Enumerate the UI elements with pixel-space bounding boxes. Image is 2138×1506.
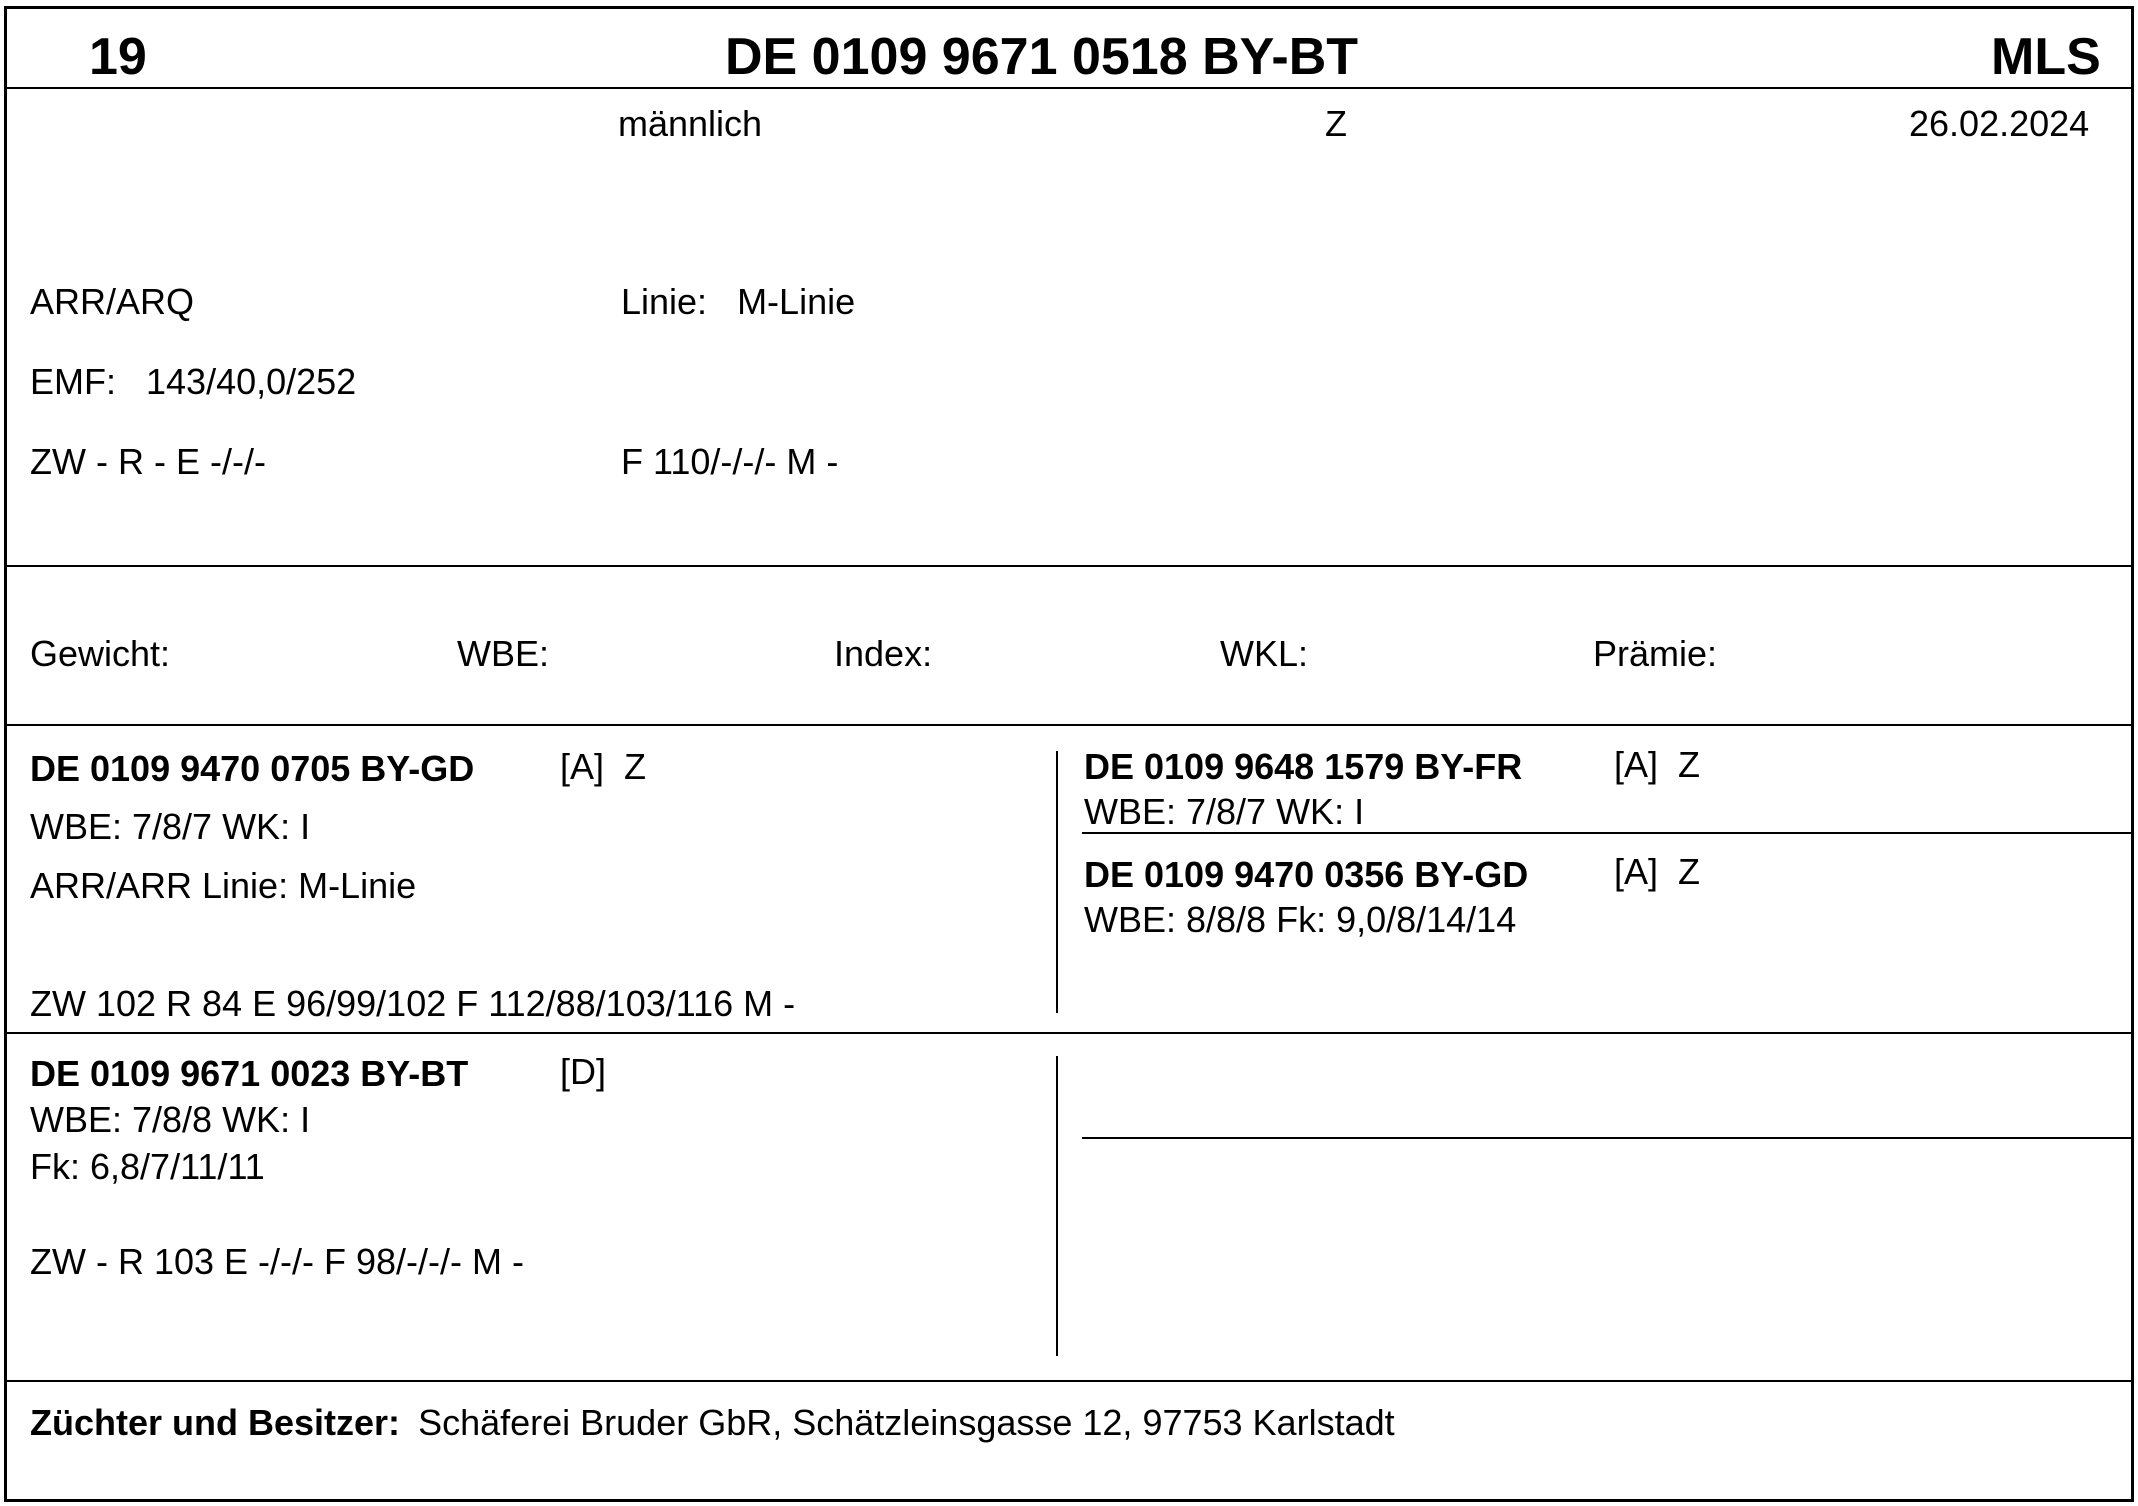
owner-row xyxy=(30,1402,1395,1443)
index-label: Index: xyxy=(834,633,933,674)
owner-label: Züchter und Besitzer: xyxy=(30,1402,401,1443)
breed-code: MLS xyxy=(1991,28,2101,86)
dam-fk: Fk: 6,8/7/11/11 xyxy=(30,1146,265,1187)
sire-tags: [A] Z xyxy=(560,746,647,787)
section-divider-1 xyxy=(7,565,2131,567)
line: Linie: M-Linie xyxy=(621,281,856,322)
dam-column-divider xyxy=(1056,1056,1058,1356)
section-divider-2 xyxy=(7,724,2131,726)
dam-breeding-values: ZW - R 103 E -/-/- F 98/-/-/- M - xyxy=(30,1241,524,1282)
gewicht-label: Gewicht: xyxy=(30,633,171,674)
praemie-label: Prämie: xyxy=(1593,633,1718,674)
catalog-number: 19 xyxy=(89,28,147,86)
wbe-label: WBE: xyxy=(457,633,550,674)
animal-id: DE 0109 9671 0518 BY-BT xyxy=(725,28,1359,86)
dam-wbe: WBE: 7/8/8 WK: I xyxy=(30,1099,311,1140)
dam-ancestors-divider xyxy=(1082,1137,2131,1139)
sire-sire-tags: [A] Z xyxy=(1614,744,1701,785)
breeding-values-zw: ZW - R - E -/-/- xyxy=(30,441,266,482)
genotype: ARR/ARQ xyxy=(30,281,195,322)
birth-date: 26.02.2024 xyxy=(1909,103,2090,144)
dam-tags: [D] xyxy=(560,1051,607,1092)
section-divider-4 xyxy=(7,1380,2131,1382)
sire-genotype: ARR/ARR Linie: M-Linie xyxy=(30,865,417,906)
herdbook-mark: Z xyxy=(1325,103,1347,144)
emf: EMF: 143/40,0/252 xyxy=(30,361,357,402)
sire-breeding-values: ZW 102 R 84 E 96/99/102 F 112/88/103/116 M - xyxy=(30,983,796,1024)
sire-wbe: WBE: 7/8/7 WK: I xyxy=(30,806,311,847)
sire-id: DE 0109 9470 0705 BY-GD xyxy=(30,748,475,789)
pedigree-card xyxy=(4,6,2134,1502)
wkl-label: WKL: xyxy=(1220,633,1309,674)
section-divider-3 xyxy=(7,1032,2131,1034)
sex: männlich xyxy=(618,103,763,144)
sire-sire-id: DE 0109 9648 1579 BY-FR xyxy=(1084,746,1523,787)
dam-id: DE 0109 9671 0023 BY-BT xyxy=(30,1053,469,1094)
breeding-values-f: F 110/-/-/- M - xyxy=(621,441,839,482)
sire-column-divider xyxy=(1056,751,1058,1013)
header-divider xyxy=(7,87,2131,89)
sire-sire-wbe: WBE: 7/8/7 WK: I xyxy=(1084,791,1365,832)
owner-value: Schäferei Bruder GbR, Schätzleinsgasse 12, 97753 Karlstadt xyxy=(418,1402,1395,1443)
sire-dam-id: DE 0109 9470 0356 BY-GD xyxy=(1084,854,1529,895)
sire-ancestors-divider xyxy=(1082,832,2131,834)
sire-dam-wbe: WBE: 8/8/8 Fk: 9,0/8/14/14 xyxy=(1084,899,1517,940)
sire-dam-tags: [A] Z xyxy=(1614,851,1701,892)
